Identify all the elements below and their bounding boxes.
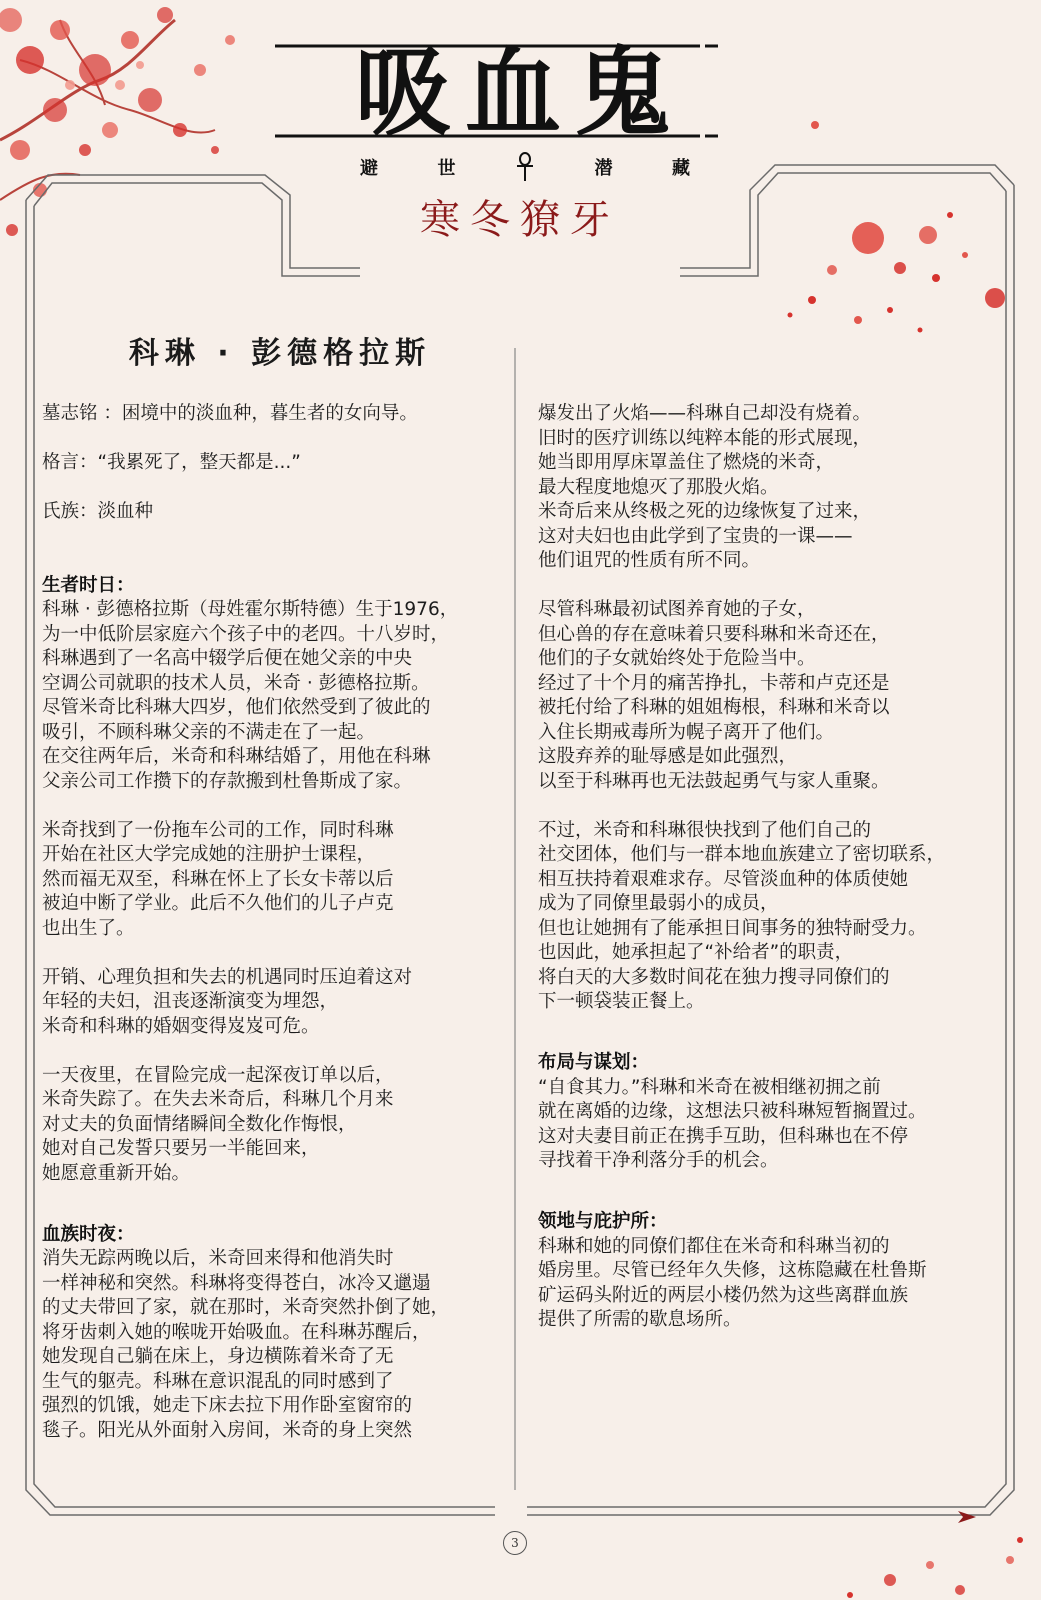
section-heading: 布局与谋划： <box>538 1052 650 1073</box>
motto: 格言：“我累死了，整天都是...” <box>42 452 301 473</box>
text-line: 她对自己发誓只要另一半能回来， <box>42 1138 320 1159</box>
text-line: 不过，米奇和科琳很快找到了他们自己的 <box>538 819 872 841</box>
page-number: 3 <box>503 1531 527 1555</box>
text-line: 下一顿袋装正餐上。 <box>538 991 705 1012</box>
right-column <box>538 402 998 1333</box>
text-line: 社交团体，他们与一群本地血族建立了密切联系， <box>538 844 946 865</box>
text-line: 这对夫妻目前正在携手互助，但科琳也在不停 <box>538 1125 909 1147</box>
character-name: 科琳 · 彭德格拉斯 <box>128 336 432 371</box>
text-line: 这股弃养的耻辱感是如此强烈， <box>538 746 798 767</box>
text-line: 空调公司就职的技术人员，米奇 · 彭德格拉斯。 <box>42 672 430 694</box>
paragraph-gap <box>538 794 998 819</box>
text-line: 入住长期戒毒所为幌子离开了他们。 <box>538 721 835 743</box>
paragraph-gap <box>42 1039 502 1064</box>
subtitle-char: 潜 <box>594 158 613 179</box>
text-line: 科琳 · 彭德格拉斯（母姓霍尔斯特德）生于1976， <box>42 599 459 620</box>
text-line: 米奇找到了一份拖车公司的工作，同时科琳 <box>42 819 394 841</box>
ankh-icon <box>515 152 535 182</box>
blood-splatter-right <box>788 121 1006 333</box>
section-heading: 领地与庇护所： <box>538 1211 668 1232</box>
text-line: 爆发出了火焰——科琳自己却没有烧着。 <box>538 403 872 424</box>
book-title: 寒冬獠牙 <box>420 197 620 243</box>
left-sections <box>42 574 502 1444</box>
paragraph-gap <box>42 794 502 819</box>
text-line: 但也让她拥有了能承担日间事务的独特耐受力。 <box>538 917 927 939</box>
text-line: 科琳和她的同僚们都住在米奇和科琳当初的 <box>538 1235 890 1257</box>
text-line: 尽管米奇比科琳大四岁，他们依然受到了彼此的 <box>42 697 431 718</box>
subtitle-char: 避 <box>360 158 378 179</box>
text-line: 寻找着干净利落分手的机会。 <box>538 1150 779 1171</box>
game-title: 吸血鬼 <box>355 36 685 149</box>
text-line: 她发现自己躺在床上，身边横陈着米奇了无 <box>42 1346 394 1367</box>
text-line: 将牙齿刺入她的喉咙开始吸血。在科琳苏醒后， <box>42 1321 431 1343</box>
text-line: 毯子。阳光从外面射入房间，米奇的身上突然 <box>42 1419 413 1441</box>
text-line: 经过了十个月的痛苦挣扎，卡蒂和卢克还是 <box>538 672 890 694</box>
text-line: 但心兽的存在意味着只要科琳和米奇还在， <box>538 623 890 645</box>
text-line: 矿运码头附近的两层小楼仍然为这些离群血族 <box>538 1284 909 1306</box>
text-line: 以至于科琳再也无法鼓起勇气与家人重聚。 <box>538 770 890 792</box>
text-line: 他们诅咒的性质有所不同。 <box>538 550 761 571</box>
text-line: 将白天的大多数时间花在独力搜寻同僚们的 <box>538 966 890 988</box>
text-line: 在交往两年后，米奇和科琳结婚了，用他在科琳 <box>42 746 431 767</box>
text-line: 父亲公司工作攒下的存款搬到杜鲁斯成了家。 <box>42 770 413 792</box>
text-line: 科琳遇到了一名高中辍学后便在她父亲的中央 <box>42 648 413 669</box>
text-line: 米奇失踪了。在失去米奇后，科琳几个月来 <box>42 1089 394 1110</box>
text-line: 年轻的夫妇，沮丧逐渐演变为埋怨， <box>42 991 339 1012</box>
text-line: “自食其力。”科琳和米奇在被相继初拥之前 <box>538 1076 881 1098</box>
text-line: 最大程度地熄灭了那股火焰。 <box>538 476 779 498</box>
text-line: 强烈的饥饿，她走下床去拉下用作卧室窗帘的 <box>42 1395 413 1416</box>
text-line: 她愿意重新开始。 <box>42 1162 191 1184</box>
text-line: 旧时的医疗训练以纯粹本能的形式展现， <box>538 427 872 449</box>
text-line: 也因此，她承担起了“补给者”的职责， <box>538 942 854 963</box>
epitaph: 墓志铭 ：困境中的淡血种，暮生者的女向导。 <box>42 403 418 424</box>
clan: 氏族：淡血种 <box>42 501 154 522</box>
text-line: 被托付给了科琳的姐姐梅根，科琳和米奇以 <box>538 697 890 718</box>
text-line: 对丈夫的负面情绪瞬间全数化作悔恨， <box>42 1113 357 1135</box>
paragraph-gap <box>42 941 502 966</box>
text-line: 一天夜里，在冒险完成一起深夜订单以后， <box>42 1064 394 1086</box>
text-line: 一样神秘和突然。科琳将变得苍白，冰冷又邋遢 <box>42 1272 431 1294</box>
text-line: 这对夫妇也由此学到了宝贵的一课—— <box>538 525 853 547</box>
text-line: 她当即用厚床罩盖住了燃烧的米奇， <box>538 452 835 473</box>
next-page-arrow-icon[interactable] <box>958 1510 976 1524</box>
paragraph-gap <box>538 574 998 599</box>
text-line: 然而福无双至，科琳在怀上了长女卡蒂以后 <box>42 868 394 890</box>
text-line: 相互扶持着艰难求存。尽管淡血种的体质使她 <box>538 868 909 890</box>
text-line: 米奇和科琳的婚姻变得岌岌可危。 <box>42 1015 320 1037</box>
text-line: 提供了所需的歇息场所。 <box>538 1309 742 1330</box>
section-heading: 生者时日： <box>42 574 135 596</box>
text-line: 吸引，不顾科琳父亲的不满走在了一起。 <box>42 721 376 743</box>
text-line: 他们的子女就始终处于危险当中。 <box>538 648 816 669</box>
right-blocks <box>538 402 998 1333</box>
text-line: 就在离婚的边缘，这想法只被科琳短暂搁置过。 <box>538 1101 927 1122</box>
blood-splatter-bottom <box>847 1537 1023 1598</box>
text-line: 米奇后来从终极之死的边缘恢复了过来， <box>538 501 872 522</box>
text-line: 也出生了。 <box>42 917 135 939</box>
text-line: 生气的躯壳。科琳在意识混乱的同时感到了 <box>42 1370 394 1392</box>
text-line: 为一中低阶层家庭六个孩子中的老四。十八岁时， <box>42 623 450 645</box>
text-line: 消失无踪两晚以后，米奇回来得和他消失时 <box>42 1248 394 1269</box>
text-line: 尽管科琳最初试图养育她的子女， <box>538 599 816 620</box>
left-column <box>42 402 502 1443</box>
subtitle-char: 藏 <box>672 158 690 179</box>
text-line: 开始在社区大学完成她的注册护士课程， <box>42 844 376 865</box>
text-line: 开销、心理负担和失去的机遇同时压迫着这对 <box>42 966 413 988</box>
subtitle-row <box>360 152 690 182</box>
text-line: 被迫中断了学业。此后不久他们的儿子卢克 <box>42 893 394 914</box>
blood-splatter-topleft <box>0 7 235 236</box>
section-heading: 血族时夜： <box>42 1223 135 1245</box>
text-line: 婚房里。尽管已经年久失修，这栋隐藏在杜鲁斯 <box>538 1260 927 1281</box>
text-line: 的丈夫带回了家，就在那时，米奇突然扑倒了她， <box>42 1297 450 1318</box>
subtitle-char: 世 <box>437 158 456 179</box>
text-line: 成为了同僚里最弱小的成员， <box>538 893 779 914</box>
